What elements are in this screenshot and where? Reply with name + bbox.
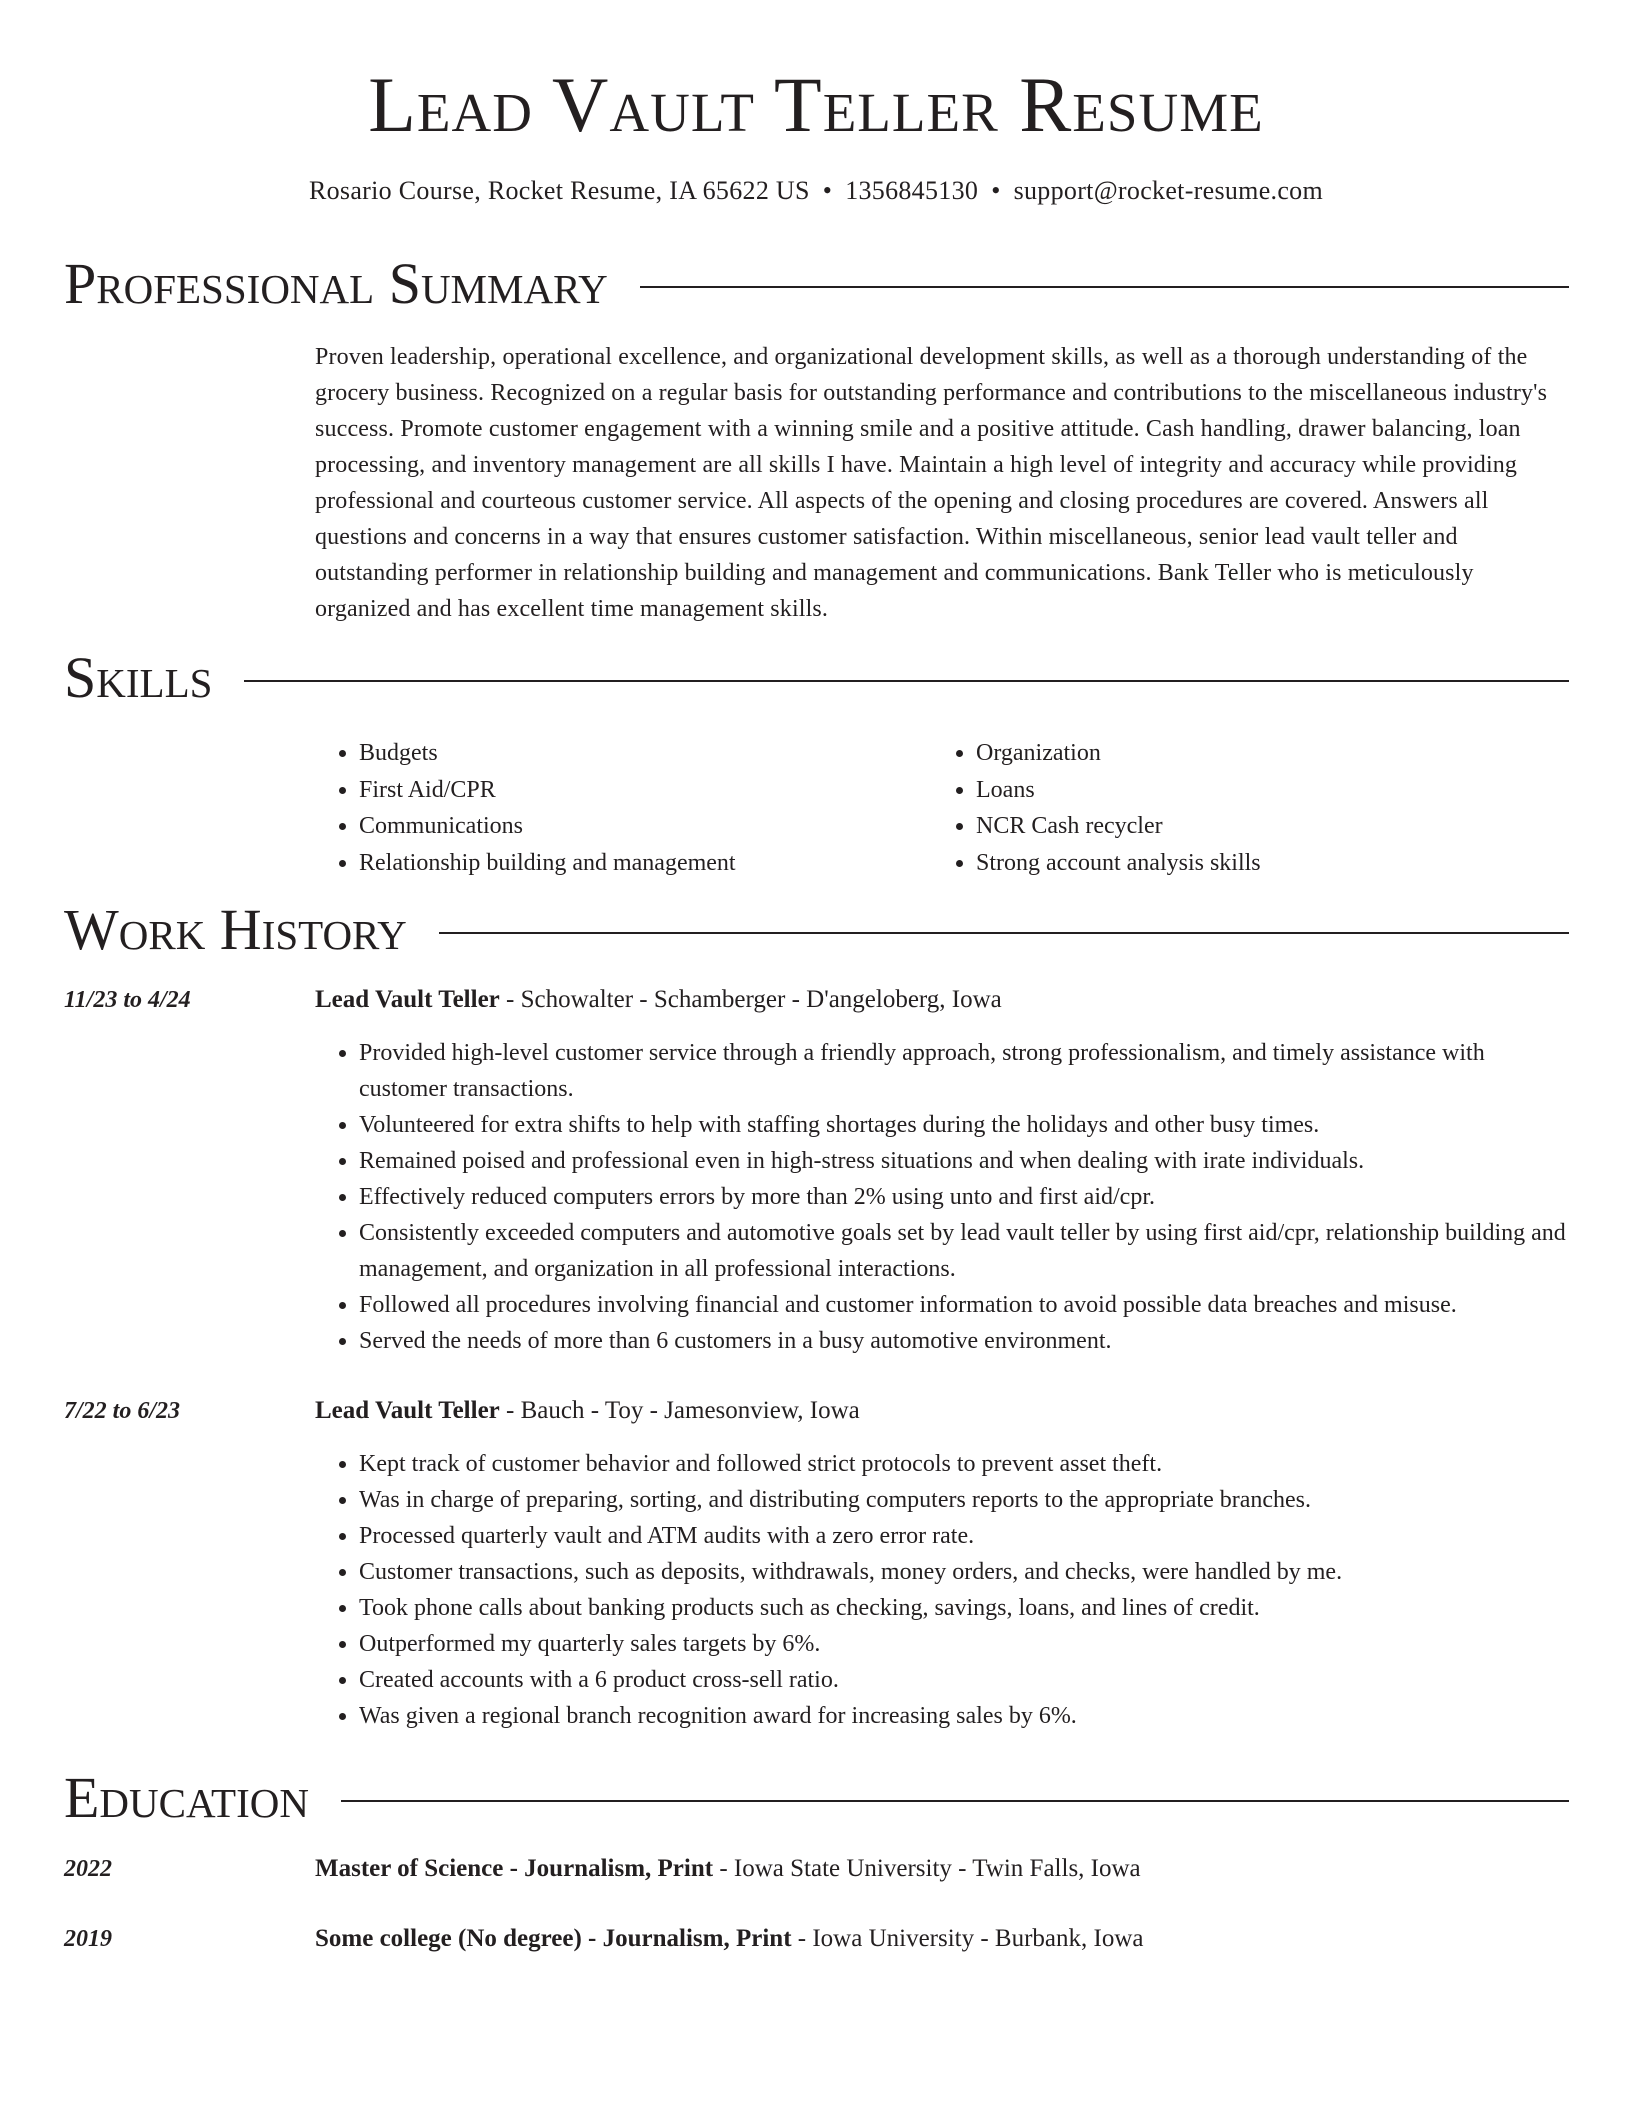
resume-title: Lead Vault Teller Resume: [368, 61, 1264, 148]
job-employer: - Bauch - Toy - Jamesonview, Iowa: [499, 1397, 860, 1424]
work-title-line: [315, 982, 1002, 1018]
contact-line: [0, 174, 1632, 208]
work-bullet: • Kept track of customer behavior and followed strict protocols to prevent asset theft.: [359, 1446, 1569, 1482]
work-bullet: • Was given a regional branch recognition award for increasing sales by 6%.: [359, 1698, 1569, 1734]
section-title-work: Work History: [64, 897, 407, 962]
work-bullet: • Was in charge of preparing, sorting, and distributing computers reports to the appropriate branches.: [359, 1482, 1569, 1518]
work-bullet: • Served the needs of more than 6 customers in a busy automotive environment.: [359, 1323, 1569, 1359]
school-details: - Iowa University - Burbank, Iowa: [791, 1925, 1144, 1952]
work-bullet: • Customer transactions, such as deposits, withdrawals, money orders, and checks, were handled by me.: [359, 1554, 1569, 1590]
skills-column-right: [932, 735, 1549, 882]
skills-column-left: [315, 735, 932, 882]
work-bullet: • Remained poised and professional even in high-stress situations and when dealing with irate individuals.: [359, 1143, 1569, 1179]
section-divider: [244, 680, 1569, 682]
work-dates: 7/22 to 6/23: [64, 1398, 181, 1424]
work-title-line: [315, 1393, 860, 1429]
section-divider: [439, 932, 1569, 934]
skills-list: [315, 735, 1569, 882]
school-details: - Iowa State University - Twin Falls, Iowa: [713, 1855, 1141, 1882]
work-bullet: • Effectively reduced computers errors by more than 2% using unto and first aid/cpr.: [359, 1179, 1569, 1215]
section-header-summary: [64, 252, 1569, 316]
section-divider: [341, 1800, 1569, 1802]
education-title-line: [315, 1921, 1144, 1957]
skill-item: • Communications: [359, 808, 932, 845]
skill-item: • Budgets: [359, 735, 932, 772]
degree-name: Master of Science - Journalism, Print: [315, 1855, 714, 1882]
education-year: 2022: [64, 1856, 112, 1882]
work-bullet: • Provided high-level customer service through a friendly approach, strong professionalism, and timely assistance with customer transactions.: [359, 1035, 1569, 1107]
education-title-line: [315, 1851, 1141, 1887]
work-bullet: • Outperformed my quarterly sales targets by 6%.: [359, 1626, 1569, 1662]
skill-item: • NCR Cash recycler: [976, 808, 1549, 845]
job-title: Lead Vault Teller: [315, 1397, 500, 1424]
skill-item: • First Aid/CPR: [359, 772, 932, 809]
skill-item: • Strong account analysis skills: [976, 845, 1549, 882]
work-bullet: • Processed quarterly vault and ATM audits with a zero error rate.: [359, 1518, 1569, 1554]
skill-item: • Relationship building and management: [359, 845, 932, 882]
skill-item: • Organization: [976, 735, 1549, 772]
section-divider: [640, 286, 1569, 288]
section-title-summary: Professional Summary: [64, 251, 608, 316]
work-dates: 11/23 to 4/24: [64, 987, 191, 1013]
section-title-education: Education: [64, 1765, 309, 1830]
job-title: Lead Vault Teller: [315, 986, 500, 1013]
section-header-work: [64, 898, 1569, 962]
contact-address: Rosario Course, Rocket Resume, IA 65622 US: [308, 176, 810, 205]
skill-item: • Loans: [976, 772, 1549, 809]
work-bullet: • Volunteered for extra shifts to help with staffing shortages during the holidays and other busy times.: [359, 1107, 1569, 1143]
job-employer: - Schowalter - Schamberger - D'angeloberg, Iowa: [499, 986, 1002, 1013]
work-bullets: [315, 1446, 1569, 1734]
contact-separator: •: [991, 176, 1001, 205]
summary-paragraph: Proven leadership, operational excellence, and organizational development skills, as well as a thorough understanding of the grocery business. Recognized on a regular basis for outstanding performance and contributions to the miscellaneous industry's success. Promote customer engagement with a winning smile and a positive attitude. Cash handling, drawer balancing, loan processing, and inventory management are all skills I have. Maintain a high level of integrity and accuracy while providing professional and courteous customer service. All aspects of the opening and closing procedures are covered. Answers all questions and concerns in a way that ensures customer satisfaction. Within miscellaneous, senior lead vault teller and outstanding performer in relationship building and management and communications. Bank Teller who is meticulously organized and has excellent time management skills.: [315, 344, 1548, 622]
contact-phone: 1356845130: [845, 176, 979, 205]
work-bullet: • Consistently exceeded computers and automotive goals set by lead vault teller by using first aid/cpr, relationship building and management, and organization in all professional interactions.: [359, 1215, 1569, 1287]
section-header-education: [64, 1766, 1569, 1830]
work-bullet: • Followed all procedures involving financial and customer information to avoid possible data breaches and misuse.: [359, 1287, 1569, 1323]
work-bullet: • Took phone calls about banking products such as checking, savings, loans, and lines of credit.: [359, 1590, 1569, 1626]
degree-name: Some college (No degree) - Journalism, Print: [315, 1925, 792, 1952]
work-bullet: • Created accounts with a 6 product cross-sell ratio.: [359, 1662, 1569, 1698]
section-header-skills: [64, 646, 1569, 710]
section-title-skills: Skills: [64, 645, 213, 710]
education-year: 2019: [64, 1926, 112, 1952]
contact-separator: •: [822, 176, 833, 205]
contact-email: support@rocket-resume.com: [1013, 176, 1324, 205]
work-bullets: [315, 1035, 1569, 1359]
